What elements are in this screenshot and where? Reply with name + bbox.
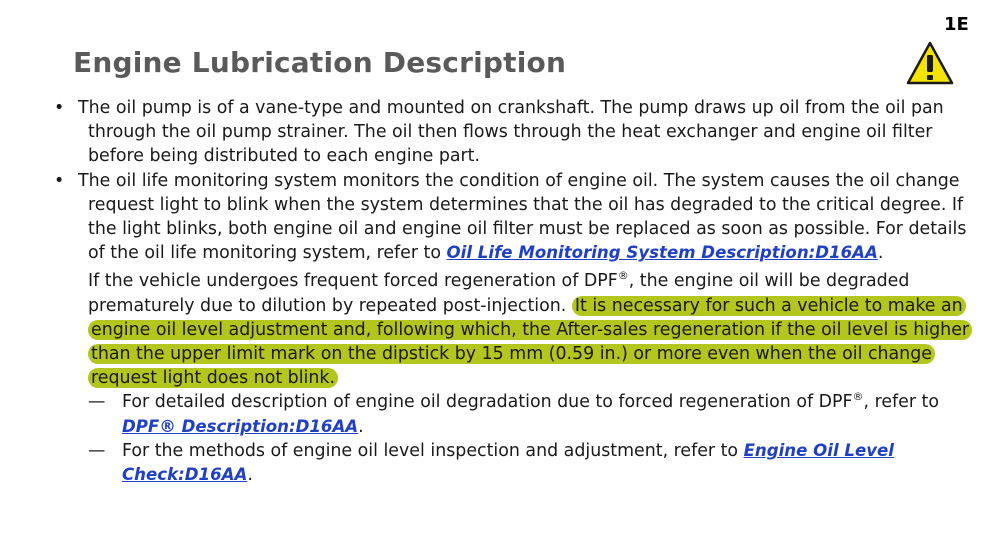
registered-mark: ®	[617, 269, 629, 283]
sub-item-text-cont: , refer to	[863, 392, 940, 413]
dash-icon: —	[88, 440, 106, 461]
sub-item-text-end: .	[358, 416, 364, 437]
bullet-text: The oil life monitoring system monitors the condition of engine oil. The system causes the oil change request light to blink when the system determines that the oil has degraded to the critical degree. If the light blinks, both engine oil and engine oil filter must be replaced as soon as possible. For details of the oil life monitoring system, refer to	[78, 170, 967, 264]
sub-item-text: For detailed description of engine oil degradation due to forced regeneration of DPF	[122, 392, 853, 413]
bullet-text: The oil pump is of a vane-type and mounted on crankshaft. The pump draws up oil from the oil pan through the oil pump strainer. The oil then flows through the heat exchanger and engine oil filter before being distributed to each engine part.	[78, 98, 944, 167]
section-tag: 1E	[944, 14, 969, 35]
sub-item-text-end: .	[247, 465, 253, 486]
warning-triangle-icon	[906, 40, 954, 86]
dpf-text: If the vehicle undergoes frequent forced regeneration of DPF	[88, 271, 618, 292]
description-body	[52, 96, 977, 487]
highlighted-text: It is necessary for such a vehicle to make an engine oil level adjustment and, following which, the After-sales regeneration if the oil level is higher than the upper limit mark on the dipstick by 15 mm (0.59 in.) or more even when the oil change request light does not blink.	[88, 296, 972, 389]
bullet-text-end: .	[877, 243, 884, 264]
engine-oil-level-check-link[interactable]: Engine Oil Level Check:D16AA	[122, 440, 894, 485]
bullet-icon: •	[54, 170, 65, 191]
list-item	[52, 169, 977, 266]
list-item	[52, 96, 977, 169]
dash-icon: —	[88, 392, 106, 413]
list-item	[52, 439, 977, 487]
dpf-description-link[interactable]: DPF® Description:D16AA	[122, 416, 359, 436]
list-item	[52, 390, 977, 438]
page-title: Engine Lubrication Description	[73, 46, 567, 79]
registered-mark: ®	[852, 390, 864, 404]
oil-life-monitoring-link[interactable]: Oil Life Monitoring System Description:D16AA	[446, 243, 878, 263]
bullet-icon: •	[54, 98, 65, 118]
dpf-text-cont: , the engine oil will be degraded prematurely due to dilution by repeated post-injection.	[88, 271, 910, 316]
dpf-paragraph	[52, 269, 977, 390]
sub-item-text: For the methods of engine oil level inspection and adjustment, refer to	[122, 440, 744, 461]
